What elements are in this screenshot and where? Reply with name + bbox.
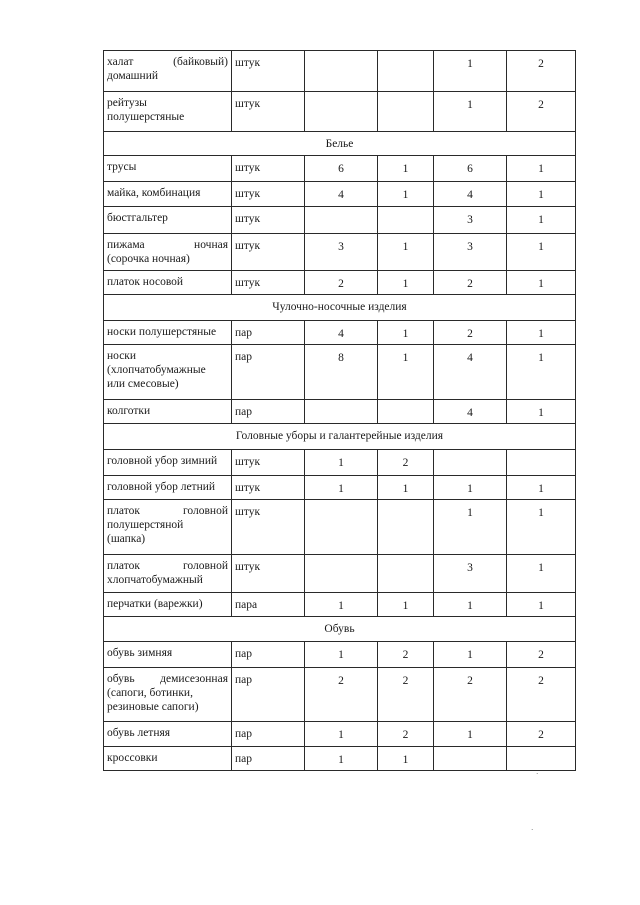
quantity-cell-v3: 1 (434, 92, 507, 132)
quantity-cell-v1 (305, 51, 378, 92)
unit-cell: штук (232, 234, 305, 271)
table-row (104, 51, 576, 92)
quantity-cell-v4: 1 (507, 207, 576, 234)
table-row (104, 92, 576, 132)
unit-cell: пар (232, 400, 305, 424)
section-title: Головные уборы и галантерейные изделия (104, 424, 576, 450)
item-name-line: майка, комбинация (107, 187, 201, 199)
item-name-line: хлопчатобумажный (107, 574, 203, 586)
quantity-cell-v2: 1 (378, 593, 434, 617)
quantity-cell-v1: 1 (305, 722, 378, 747)
unit-cell: штук (232, 271, 305, 295)
table-body (104, 51, 576, 771)
item-name-cell (104, 207, 232, 234)
item-name-line: полушерстяной (107, 519, 184, 531)
quantity-cell-v2: 2 (378, 722, 434, 747)
item-name-line: (сорочка ночная) (107, 253, 190, 265)
section-row (104, 132, 576, 156)
quantity-cell-v2: 2 (378, 642, 434, 668)
quantity-cell-v2 (378, 92, 434, 132)
quantity-cell-v3: 1 (434, 476, 507, 500)
quantity-cell-v3: 3 (434, 555, 507, 593)
item-name-cell (104, 51, 232, 92)
item-name-line: головной убор зимний (107, 455, 218, 467)
item-name-cell (104, 156, 232, 182)
quantity-cell-v2: 1 (378, 271, 434, 295)
quantity-cell-v2 (378, 207, 434, 234)
scan-speck: · (536, 770, 539, 778)
table-row (104, 668, 576, 722)
quantity-cell-v3: 3 (434, 234, 507, 271)
quantity-cell-v4 (507, 450, 576, 476)
item-name-line: полушерстяные (107, 111, 185, 123)
quantity-cell-v1 (305, 555, 378, 593)
quantity-cell-v1: 8 (305, 345, 378, 400)
quantity-cell-v3: 3 (434, 207, 507, 234)
unit-cell: штук (232, 476, 305, 500)
unit-cell: пар (232, 321, 305, 345)
quantity-cell-v1 (305, 92, 378, 132)
unit-cell: штук (232, 450, 305, 476)
quantity-cell-v1: 2 (305, 668, 378, 722)
quantity-cell-v2 (378, 51, 434, 92)
table-row (104, 450, 576, 476)
item-name-cell (104, 234, 232, 271)
quantity-cell-v3: 1 (434, 722, 507, 747)
item-name-cell (104, 747, 232, 771)
quantity-cell-v1: 1 (305, 476, 378, 500)
quantity-cell-v3: 1 (434, 51, 507, 92)
unit-cell: штук (232, 156, 305, 182)
table-row (104, 234, 576, 271)
quantity-cell-v3: 1 (434, 500, 507, 555)
quantity-cell-v2: 1 (378, 476, 434, 500)
item-name-cell (104, 500, 232, 555)
item-name-line: обувь зимняя (107, 647, 173, 659)
item-name-line: платок носовой (107, 276, 184, 288)
quantity-cell-v3: 1 (434, 593, 507, 617)
quantity-cell-v3: 2 (434, 321, 507, 345)
table-row (104, 642, 576, 668)
unit-cell: пар (232, 668, 305, 722)
quantity-cell-v1: 1 (305, 642, 378, 668)
item-name-line: носки полушерстяные (107, 326, 217, 338)
quantity-cell-v3: 6 (434, 156, 507, 182)
section-row (104, 295, 576, 321)
quantity-cell-v4: 1 (507, 271, 576, 295)
section-title: Белье (104, 132, 576, 156)
quantity-cell-v1: 2 (305, 271, 378, 295)
table-row (104, 345, 576, 400)
clothing-norms-table (103, 50, 576, 771)
quantity-cell-v2 (378, 555, 434, 593)
item-name-cell (104, 321, 232, 345)
item-name-line: (шапка) (107, 533, 146, 545)
item-name-line: домашний (107, 70, 159, 82)
quantity-cell-v1 (305, 500, 378, 555)
quantity-cell-v1: 4 (305, 321, 378, 345)
quantity-cell-v4: 2 (507, 51, 576, 92)
quantity-cell-v4: 2 (507, 668, 576, 722)
item-name-line: головной убор летний (107, 481, 216, 493)
unit-cell: пара (232, 593, 305, 617)
quantity-cell-v1 (305, 400, 378, 424)
item-name-line: трусы (107, 161, 137, 173)
table-row (104, 476, 576, 500)
item-name-line: бюстгальтер (107, 212, 168, 224)
section-row (104, 424, 576, 450)
quantity-cell-v4: 1 (507, 476, 576, 500)
table-row (104, 555, 576, 593)
quantity-cell-v4: 2 (507, 642, 576, 668)
quantity-cell-v4: 2 (507, 722, 576, 747)
item-name-cell (104, 345, 232, 400)
table-row (104, 500, 576, 555)
quantity-cell-v2 (378, 400, 434, 424)
item-name-cell (104, 642, 232, 668)
table-row (104, 593, 576, 617)
quantity-cell-v1: 4 (305, 182, 378, 207)
section-row (104, 617, 576, 642)
quantity-cell-v1: 1 (305, 450, 378, 476)
table-row (104, 747, 576, 771)
quantity-cell-v3: 1 (434, 642, 507, 668)
quantity-cell-v4: 1 (507, 321, 576, 345)
quantity-cell-v4: 1 (507, 400, 576, 424)
quantity-cell-v2: 1 (378, 321, 434, 345)
item-name-cell (104, 722, 232, 747)
table-row (104, 321, 576, 345)
quantity-cell-v2: 2 (378, 668, 434, 722)
table-row (104, 182, 576, 207)
item-name-cell (104, 92, 232, 132)
unit-cell: пар (232, 722, 305, 747)
unit-cell: штук (232, 500, 305, 555)
quantity-cell-v3: 2 (434, 668, 507, 722)
item-name-line: колготки (107, 405, 151, 417)
unit-cell: пар (232, 642, 305, 668)
quantity-cell-v3: 4 (434, 182, 507, 207)
quantity-cell-v3 (434, 450, 507, 476)
table-row (104, 400, 576, 424)
item-name-line: или смесовые) (107, 378, 179, 390)
quantity-cell-v2: 1 (378, 345, 434, 400)
item-name-cell (104, 400, 232, 424)
unit-cell: штук (232, 51, 305, 92)
item-name-line: халат (байковый) (107, 56, 228, 68)
quantity-cell-v4: 1 (507, 593, 576, 617)
item-name-cell (104, 182, 232, 207)
table-row (104, 271, 576, 295)
quantity-cell-v4 (507, 747, 576, 771)
unit-cell: штук (232, 555, 305, 593)
quantity-cell-v3: 4 (434, 400, 507, 424)
item-name-cell (104, 593, 232, 617)
quantity-cell-v3 (434, 747, 507, 771)
table-row (104, 156, 576, 182)
scan-speck: · (531, 826, 534, 834)
unit-cell: пар (232, 747, 305, 771)
quantity-cell-v1: 6 (305, 156, 378, 182)
quantity-cell-v2: 1 (378, 156, 434, 182)
unit-cell: штук (232, 182, 305, 207)
quantity-cell-v1: 1 (305, 747, 378, 771)
section-title: Обувь (104, 617, 576, 642)
quantity-cell-v1: 1 (305, 593, 378, 617)
item-name-line: платок головной (107, 505, 228, 517)
item-name-line: (хлопчатобумажные (107, 364, 206, 376)
item-name-line: кроссовки (107, 752, 158, 764)
unit-cell: штук (232, 207, 305, 234)
item-name-line: носки (107, 350, 137, 362)
quantity-cell-v1 (305, 207, 378, 234)
quantity-cell-v1: 3 (305, 234, 378, 271)
quantity-cell-v2: 1 (378, 747, 434, 771)
table-row (104, 722, 576, 747)
quantity-cell-v3: 4 (434, 345, 507, 400)
item-name-cell (104, 668, 232, 722)
section-title: Чулочно-носочные изделия (104, 295, 576, 321)
unit-cell: пар (232, 345, 305, 400)
quantity-cell-v2: 1 (378, 182, 434, 207)
item-name-cell (104, 555, 232, 593)
quantity-cell-v4: 1 (507, 555, 576, 593)
item-name-line: обувь демисезонная (107, 673, 228, 685)
quantity-cell-v2 (378, 500, 434, 555)
quantity-cell-v4: 1 (507, 156, 576, 182)
quantity-cell-v2: 1 (378, 234, 434, 271)
item-name-cell (104, 450, 232, 476)
quantity-cell-v4: 1 (507, 500, 576, 555)
quantity-cell-v2: 2 (378, 450, 434, 476)
quantity-cell-v4: 1 (507, 234, 576, 271)
item-name-line: перчатки (варежки) (107, 598, 203, 610)
quantity-cell-v4: 1 (507, 345, 576, 400)
item-name-line: рейтузы (107, 97, 147, 109)
item-name-line: платок головной (107, 560, 228, 572)
unit-cell: штук (232, 92, 305, 132)
item-name-line: пижама ночная (107, 239, 228, 251)
table-row (104, 207, 576, 234)
item-name-cell (104, 271, 232, 295)
item-name-line: обувь летняя (107, 727, 171, 739)
item-name-line: (сапоги, ботинки, (107, 687, 193, 699)
item-name-cell (104, 476, 232, 500)
quantity-cell-v3: 2 (434, 271, 507, 295)
quantity-cell-v4: 1 (507, 182, 576, 207)
item-name-line: резиновые сапоги) (107, 701, 199, 713)
quantity-cell-v4: 2 (507, 92, 576, 132)
